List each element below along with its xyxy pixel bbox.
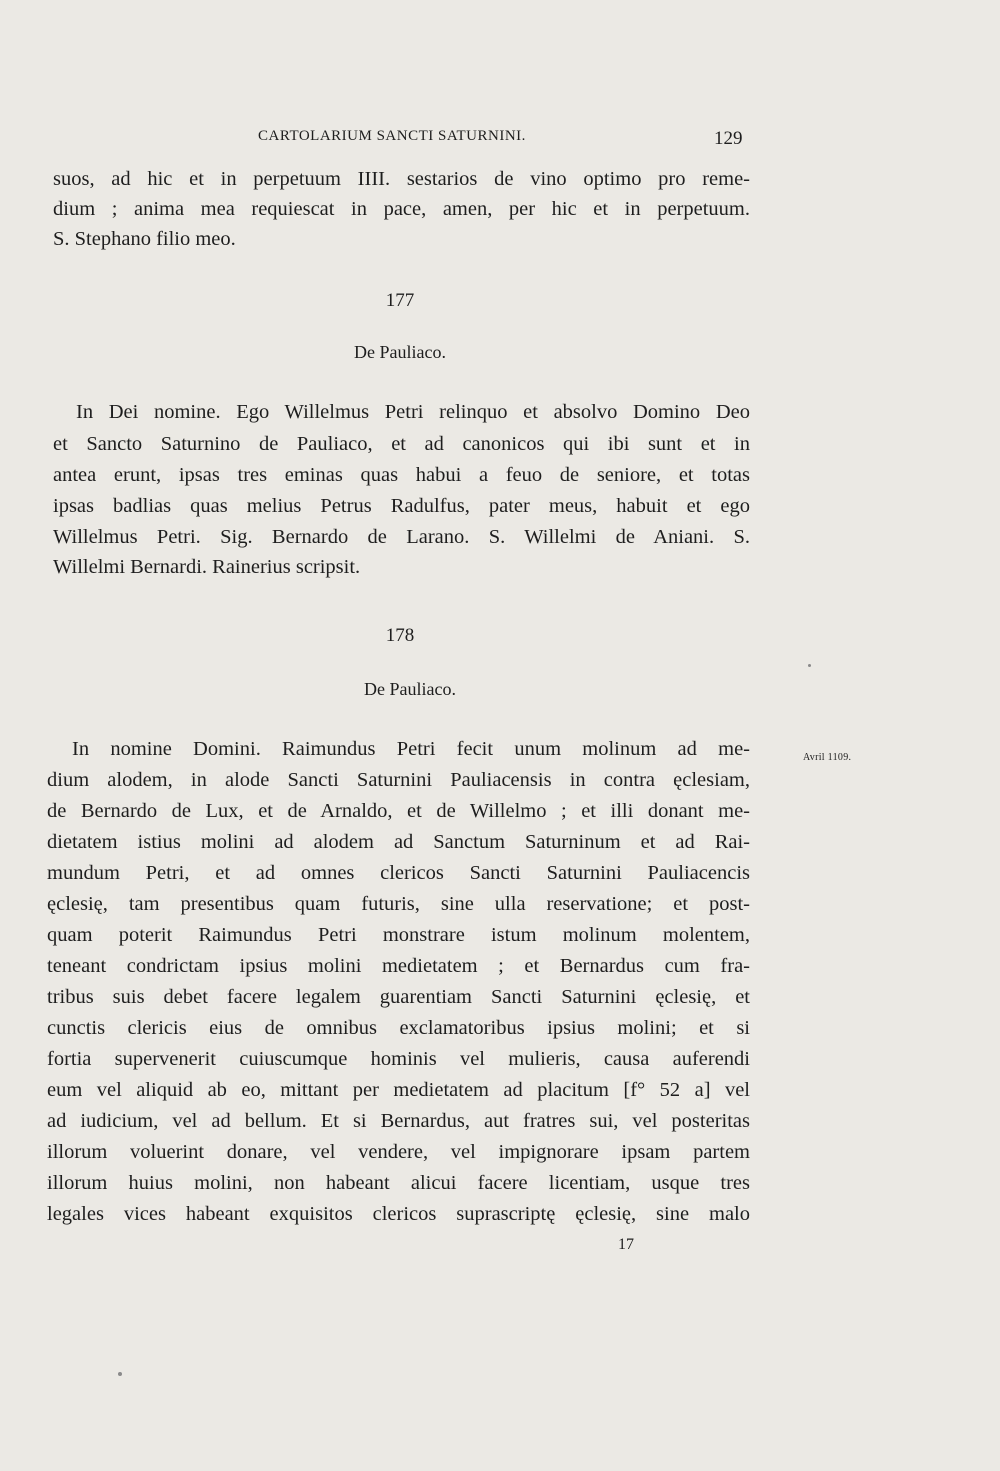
charter-line: de Bernardo de Lux, et de Arnaldo, et de Willelmo ; et illi donant me- bbox=[47, 800, 750, 822]
charter-line: Willelmi Bernardi. Rainerius scripsit. bbox=[53, 556, 361, 578]
charter-line: illorum voluerint donare, vel vendere, vel impignorare ipsam partem bbox=[47, 1141, 750, 1163]
charter-line: In nomine Domini. Raimundus Petri fecit unum molinum ad me- bbox=[72, 738, 750, 760]
charter-line: teneant condrictam ipsius molini medietatem ; et Bernardus cum fra- bbox=[47, 955, 750, 977]
charter-line: ad iudicium, vel ad bellum. Et si Bernardus, aut fratres sui, vel posteritas bbox=[47, 1110, 750, 1132]
charter-line: dietatem istius molini ad alodem ad Sanctum Saturninum et ad Rai- bbox=[47, 831, 750, 853]
charter-line: eum vel aliquid ab eo, mittant per medietatem ad placitum [f° 52 a] vel bbox=[47, 1079, 750, 1101]
charter-line: tribus suis debet facere legalem guarentiam Sancti Saturnini ęclesię, et bbox=[47, 986, 750, 1008]
paper-speck bbox=[808, 664, 811, 667]
charter-line: legales vices habeant exquisitos clericos suprascriptę ęclesię, sine malo bbox=[47, 1203, 750, 1225]
charter-line: antea erunt, ipsas tres eminas quas habui a feuo de seniore, et totas bbox=[53, 464, 750, 486]
charter-line: fortia supervenerit cuiuscumque hominis vel mulieris, causa auferendi bbox=[47, 1048, 750, 1070]
charter-line: et Sancto Saturnino de Pauliaco, et ad canonicos qui ibi sunt et in bbox=[53, 433, 750, 455]
page-number: 129 bbox=[714, 128, 743, 149]
continuation-line: dium ; anima mea requiescat in pace, amen, per hic et in perpetuum. bbox=[53, 198, 750, 220]
charter-line: dium alodem, in alode Sancti Saturnini Pauliacensis in contra ęclesiam, bbox=[47, 769, 750, 791]
continuation-line: S. Stephano filio meo. bbox=[53, 228, 236, 250]
charter-line: cunctis clericis eius de omnibus exclamatoribus ipsius molini; et si bbox=[47, 1017, 750, 1039]
charter-number: 177 bbox=[385, 290, 415, 311]
charter-line: Willelmus Petri. Sig. Bernardo de Larano. S. Willelmi de Aniani. S. bbox=[53, 526, 750, 548]
charter-line: illorum huius molini, non habeant alicui facere licentiam, usque tres bbox=[47, 1172, 750, 1194]
charter-line: ipsas badlias quas melius Petrus Radulfus, pater meus, habuit et ego bbox=[53, 495, 750, 517]
continuation-line: suos, ad hic et in perpetuum IIII. sestarios de vino optimo pro reme- bbox=[53, 168, 750, 190]
charter-line: quam poterit Raimundus Petri monstrare istum molinum molentem, bbox=[47, 924, 750, 946]
paper-speck bbox=[118, 1372, 122, 1376]
charter-line: In Dei nomine. Ego Willelmus Petri relinquo et absolvo Domino Deo bbox=[76, 401, 750, 423]
running-header-title: CARTOLARIUM SANCTI SATURNINI. bbox=[258, 128, 526, 144]
charter-number: 178 bbox=[385, 625, 415, 646]
charter-heading: De Pauliaco. bbox=[364, 679, 456, 699]
charter-heading: De Pauliaco. bbox=[354, 342, 446, 362]
printer-signature-mark: 17 bbox=[618, 1236, 634, 1253]
charter-line: mundum Petri, et ad omnes clericos Sancti Saturnini Pauliacencis bbox=[47, 862, 750, 884]
charter-line: ęclesię, tam presentibus quam futuris, sine ulla reservatione; et post- bbox=[47, 893, 750, 915]
margin-date-note: Avril 1109. bbox=[803, 752, 852, 763]
